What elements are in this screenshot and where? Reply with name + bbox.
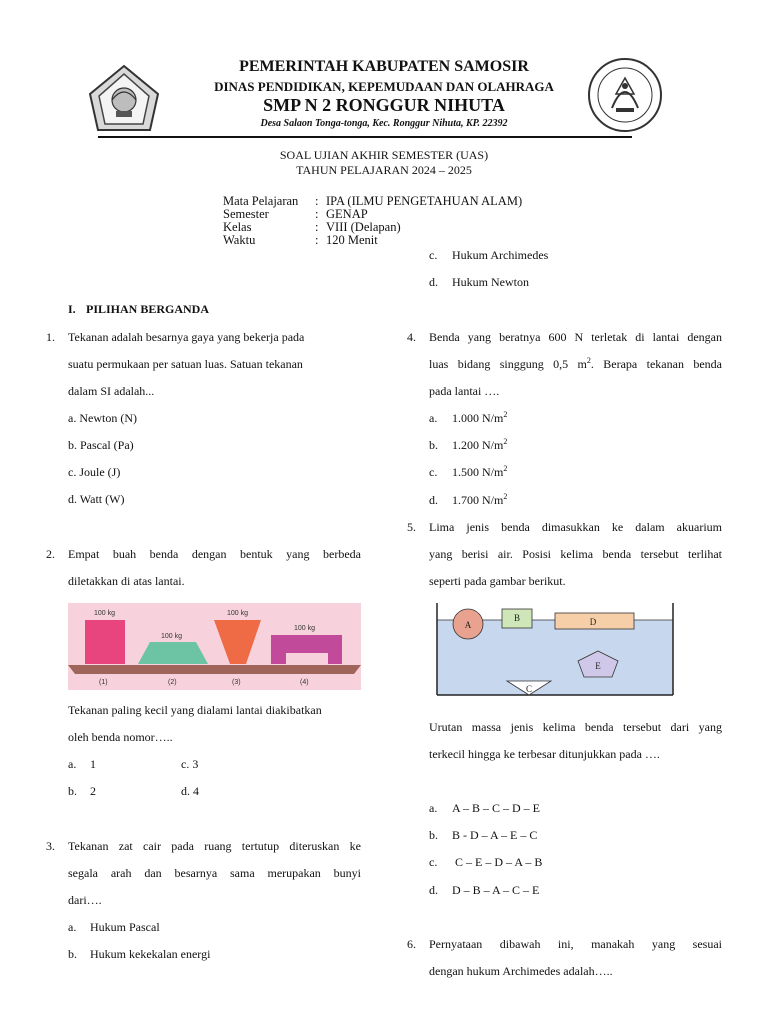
q2-option-b-value[interactable]: 2 bbox=[90, 784, 96, 798]
q1-line: suatu permukaan per satuan luas. Satuan tekanan bbox=[68, 357, 303, 371]
meta-sep: : bbox=[315, 220, 319, 234]
q5-option-a-letter[interactable]: a. bbox=[429, 801, 438, 815]
q2-line: Tekanan paling kecil yang dialami lantai diakibatkan bbox=[68, 703, 322, 717]
header-divider bbox=[98, 136, 632, 138]
header-address: Desa Salaon Tonga-tonga, Kec. Ronggur Nihuta, KP. 22392 bbox=[260, 118, 508, 129]
q6-line: dengan hukum Archimedes adalah….. bbox=[429, 964, 613, 978]
q3-number: 3. bbox=[46, 839, 55, 853]
q4-option-c-letter[interactable]: c. bbox=[429, 465, 438, 479]
q4-option-a-letter[interactable]: a. bbox=[429, 411, 438, 425]
q3-option-b[interactable]: Hukum kekekalan energi bbox=[90, 947, 211, 961]
option-value: 1.500 N/m bbox=[452, 465, 504, 479]
q5-line: Urutan massa jenis kelima benda tersebut dari yang bbox=[429, 720, 722, 734]
q5-option-b[interactable]: B - D – A – E – C bbox=[452, 828, 538, 842]
q4-number: 4. bbox=[407, 330, 416, 344]
q1-line: dalam SI adalah... bbox=[68, 384, 155, 398]
meta-value: VIII (Delapan) bbox=[326, 220, 401, 234]
option-value: 1.000 N/m bbox=[452, 411, 504, 425]
meta-sep: : bbox=[315, 207, 319, 221]
block-label-2: (2) bbox=[168, 679, 177, 686]
meta-sep: : bbox=[315, 194, 319, 208]
meta-value: IPA (ILMU PENGETAHUAN ALAM) bbox=[326, 194, 523, 208]
q5-option-b-letter[interactable]: b. bbox=[429, 828, 438, 842]
q2-after bbox=[68, 697, 361, 751]
exam-title: SOAL UJIAN AKHIR SEMESTER (UAS) bbox=[279, 148, 489, 162]
q1-text bbox=[68, 324, 338, 513]
q1-option-c[interactable]: c. Joule (J) bbox=[68, 465, 121, 479]
meta-label: Semester bbox=[223, 207, 269, 221]
q2-line: oleh benda nomor….. bbox=[68, 730, 173, 744]
q1-option-d[interactable]: d. Watt (W) bbox=[68, 492, 125, 506]
option-value: 1.700 N/m bbox=[452, 493, 504, 507]
q4-line-part: luas bidang singgung 0,5 m bbox=[429, 357, 587, 371]
header-government: PEMERINTAH KABUPATEN SAMOSIR bbox=[239, 58, 529, 75]
q3-option-a-letter[interactable]: a. bbox=[68, 920, 77, 934]
mass-label-1: 100 kg bbox=[94, 610, 116, 617]
q6-number: 6. bbox=[407, 937, 416, 951]
q3-line: dari…. bbox=[68, 893, 102, 907]
q5-line: Lima jenis benda dimasukkan ke dalam akuarium bbox=[429, 520, 722, 534]
q6-text bbox=[429, 931, 722, 985]
label-c: C bbox=[525, 684, 533, 694]
q5-number: 5. bbox=[407, 520, 416, 534]
q4-option-b-letter[interactable]: b. bbox=[429, 438, 438, 452]
q1-option-b[interactable]: b. Pascal (Pa) bbox=[68, 438, 134, 452]
header-school-name: SMP N 2 RONGGUR NIHUTA bbox=[263, 95, 505, 115]
q2-figure bbox=[68, 603, 361, 690]
q3-text bbox=[68, 833, 361, 914]
q1-line: Tekanan adalah besarnya gaya yang bekerja pada bbox=[68, 330, 305, 344]
meta-label: Waktu bbox=[223, 233, 256, 247]
block-label-4: (4) bbox=[300, 679, 309, 686]
q4-option-b[interactable] bbox=[452, 432, 507, 459]
option-superscript: 2 bbox=[503, 437, 508, 446]
label-b: B bbox=[513, 613, 521, 623]
mass-label-4: 100 kg bbox=[294, 625, 316, 632]
q3-option-a[interactable]: Hukum Pascal bbox=[90, 920, 160, 934]
meta-value: GENAP bbox=[326, 207, 368, 221]
q3-line: Tekanan zat cair pada ruang tertutup diteruskan ke bbox=[68, 839, 361, 853]
q4-line: Benda yang beratnya 600 N terletak di lantai dengan bbox=[429, 330, 722, 344]
meta-label: Mata Pelajaran bbox=[223, 194, 299, 208]
meta-table bbox=[223, 195, 522, 247]
block-2 bbox=[138, 642, 208, 664]
option-value: 1.200 N/m bbox=[452, 438, 504, 452]
q5-line: terkecil hingga ke terbesar ditunjukkan pada …. bbox=[429, 747, 660, 761]
floor bbox=[68, 665, 361, 674]
q3-option-c-letter[interactable]: c. bbox=[429, 248, 438, 262]
label-d: D bbox=[589, 617, 597, 627]
q5-option-a[interactable]: A – B – C – D – E bbox=[452, 801, 541, 815]
meta-value: 120 Menit bbox=[326, 233, 378, 247]
q4-option-d[interactable] bbox=[452, 487, 507, 514]
label-a: A bbox=[464, 620, 472, 630]
block-1 bbox=[85, 620, 125, 664]
q2-line: diletakkan di atas lantai. bbox=[68, 574, 185, 588]
q5-option-c-letter[interactable]: c. bbox=[429, 855, 438, 869]
q4-option-d-letter[interactable]: d. bbox=[429, 493, 438, 507]
q4-option-c[interactable] bbox=[452, 459, 507, 486]
q1-option-a[interactable]: a. Newton (N) bbox=[68, 411, 137, 425]
q2-option-c[interactable]: c. 3 bbox=[181, 757, 199, 771]
q5-option-d[interactable]: D – B – A – C – E bbox=[452, 883, 540, 897]
option-superscript: 2 bbox=[503, 410, 508, 419]
exam-year: TAHUN PELAJARAN 2024 – 2025 bbox=[296, 163, 472, 177]
q2-text bbox=[68, 541, 361, 595]
q5-text bbox=[429, 514, 722, 595]
q6-line: Pernyataan dibawah ini, manakah yang sesuai bbox=[429, 937, 722, 951]
q2-option-d[interactable]: d. 4 bbox=[181, 784, 199, 798]
option-superscript: 2 bbox=[503, 464, 508, 473]
header-department: DINAS PENDIDIKAN, KEPEMUDAAN DAN OLAHRAGA bbox=[214, 79, 554, 94]
section-number: I. bbox=[68, 302, 76, 316]
option-superscript: 2 bbox=[503, 492, 508, 501]
q5-option-d-letter[interactable]: d. bbox=[429, 883, 438, 897]
q2-number: 2. bbox=[46, 547, 55, 561]
q5-line: yang berisi air. Posisi kelima benda tersebut terlihat bbox=[429, 547, 722, 561]
mass-label-3: 100 kg bbox=[227, 610, 249, 617]
meta-label: Kelas bbox=[223, 220, 252, 234]
q5-line: seperti pada gambar berikut. bbox=[429, 574, 566, 588]
q2-option-a-value[interactable]: 1 bbox=[90, 757, 96, 771]
block-label-1: (1) bbox=[99, 679, 108, 686]
q2-option-a-letter[interactable]: a. bbox=[68, 757, 77, 771]
q4-line bbox=[429, 351, 722, 378]
q4-text bbox=[429, 324, 722, 405]
q3-option-d[interactable]: Hukum Newton bbox=[452, 275, 529, 289]
q2-line: Empat buah benda dengan bentuk yang berbeda bbox=[68, 547, 361, 561]
q4-superscript: 2 bbox=[586, 356, 591, 365]
block-label-3: (3) bbox=[232, 679, 241, 686]
label-e: E bbox=[595, 661, 601, 671]
q5-after bbox=[429, 714, 722, 768]
meta-sep: : bbox=[315, 233, 319, 247]
q5-option-c[interactable]: C – E – D – A – B bbox=[452, 855, 543, 869]
q4-option-a[interactable] bbox=[452, 405, 507, 432]
q4-line-part: . Berapa tekanan benda bbox=[590, 357, 722, 371]
q3-option-d-letter[interactable]: d. bbox=[429, 275, 438, 289]
q4-line: pada lantai …. bbox=[429, 384, 500, 398]
q3-option-c[interactable]: Hukum Archimedes bbox=[452, 248, 549, 262]
mass-label-2: 100 kg bbox=[161, 633, 183, 640]
section-title: PILIHAN BERGANDA bbox=[86, 302, 210, 316]
q2-option-b-letter[interactable]: b. bbox=[68, 784, 77, 798]
q3-line: segala arah dan besarnya sama merupakan bunyi bbox=[68, 866, 361, 880]
q3-option-b-letter[interactable]: b. bbox=[68, 947, 77, 961]
q5-aquarium-figure bbox=[435, 603, 675, 696]
q1-number: 1. bbox=[46, 330, 55, 344]
